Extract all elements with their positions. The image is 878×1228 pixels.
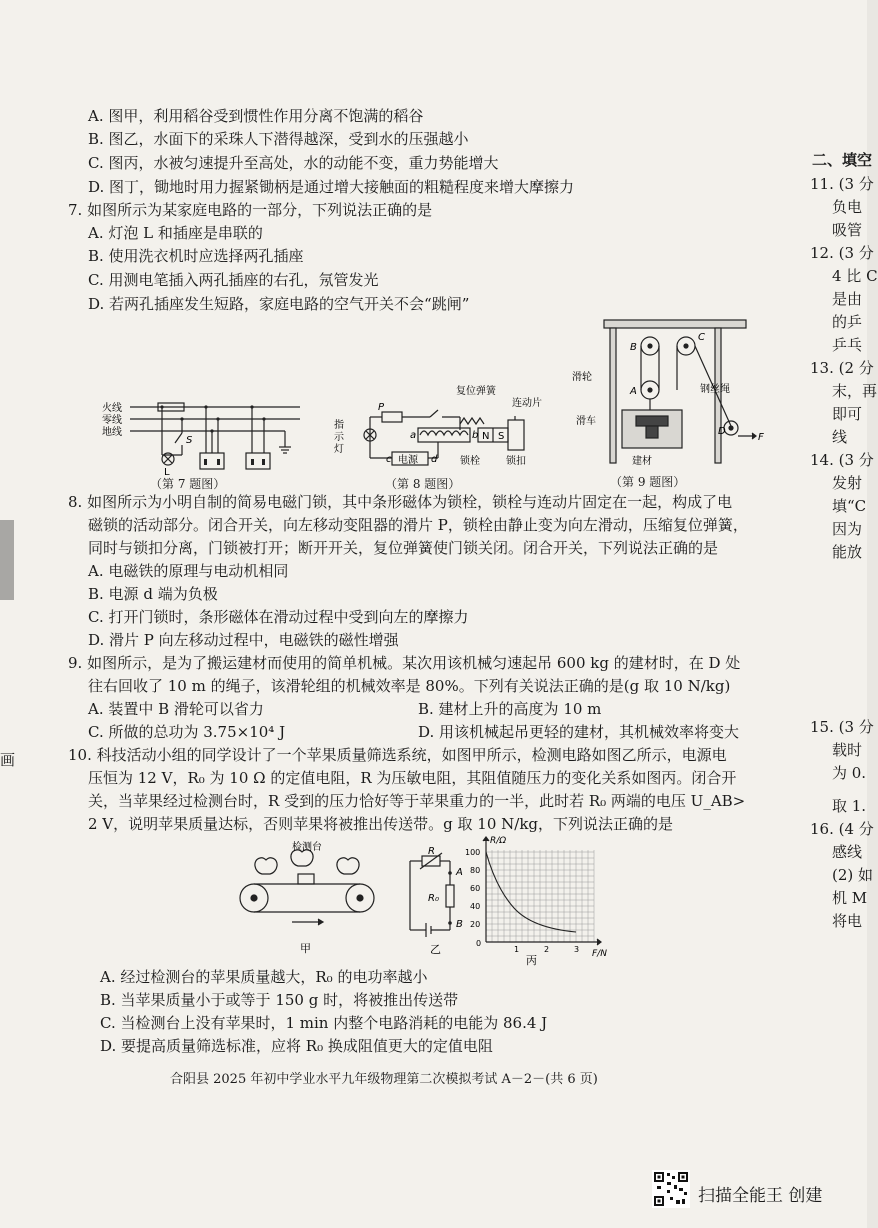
fig9-rope-label: 钢丝绳 (700, 384, 730, 395)
fig9-material-label: 建材 (632, 456, 652, 467)
q10-option-d: D. 要提高质量筛选标准，应将 R₀ 换成阻值更大的定值电阻 (100, 1037, 493, 1055)
fig8-s-label: S (498, 431, 505, 442)
fig8-bolt-label: 锁栓 (460, 456, 480, 467)
fig10-x-tick: 3 (574, 945, 580, 954)
right-section-heading: 二、填空 (812, 151, 873, 169)
fig10-jia-label: 甲 (300, 942, 311, 955)
right-q16-line3: (2) 如 (832, 866, 874, 884)
q10-stem-4: 2 V，说明苹果质量达标，否则苹果将被推出传送带。g 取 10 N/kg，下列说法正确的是 (88, 815, 674, 833)
q9-option-d: D. 用该机械起吊更轻的建材，其机械效率将变大 (418, 723, 740, 741)
figure-7-circuit (100, 395, 310, 478)
scanner-watermark: 扫描全能王 创建 (698, 1186, 823, 1206)
fig8-a-label: a (410, 430, 417, 441)
fig10-yi-label: 乙 (430, 943, 441, 956)
caption-fig7: （第 7 题图） (150, 477, 226, 491)
fig7-ground-label: 地线 (102, 427, 122, 438)
q8-option-a: A. 电磁铁的原理与电动机相同 (88, 562, 289, 580)
caption-fig8: （第 8 题图） (385, 477, 461, 491)
caption-fig9: （第 9 题图） (610, 475, 686, 489)
q8-option-c: C. 打开门锁时，条形磁体在滑动过程中受到向左的摩擦力 (88, 608, 469, 626)
fig9-d-label: D (718, 426, 726, 437)
qr-code-icon (652, 1170, 690, 1208)
right-q11: 11. (3 分 (810, 175, 874, 193)
right-q15-line3: 为 0. (832, 764, 867, 782)
q7-option-c: C. 用测电笔插入两孔插座的右孔，氖管发光 (88, 271, 379, 289)
q10-option-c: C. 当检测台上没有苹果时，1 min 内整个电路消耗的电能为 86.4 J (100, 1014, 548, 1032)
fig8-catch-label: 锁扣 (506, 456, 526, 467)
right-q13-line2: 末，再 (832, 382, 878, 400)
fig10-a-label: A (456, 867, 463, 878)
q10-stem-2: 压恒为 12 V，R₀ 为 10 Ω 的定值电阻，R 为压敏电阻，其阻值随压力的变化关系如图丙。闭合开 (88, 769, 737, 787)
q10-stem-3: 关，当苹果经过检测台时，R 受到的压力恰好等于苹果重力的一半，此时若 R₀ 两端的电压 U_AB> (88, 792, 746, 810)
figure-10-circuit (400, 845, 470, 960)
fig10-y-tick: 100 (465, 848, 481, 857)
left-margin-scan-mark (0, 520, 14, 600)
right-q16-line4: 机 M (832, 889, 868, 907)
fig8-spring-label: 复位弹簧 (456, 386, 496, 397)
right-q14-line4: 因为 (832, 520, 863, 538)
right-q11-line3: 吸管 (832, 221, 863, 239)
q9-stem-1: 9. 如图所示，是为了搬运建材而使用的简单机械。某次用该机械匀速起吊 600 kg 的建材时，在 D 处 (68, 654, 741, 672)
fig7-switch-label: S (186, 435, 193, 446)
fig8-b-label: b (472, 430, 479, 441)
q6-option-b: B. 图乙，水面下的采珠人下潜得越深，受到水的压强越小 (88, 130, 469, 148)
right-q12-line3: 是由 (832, 290, 863, 308)
right-q12: 12. (3 分 (810, 244, 874, 262)
right-q14-line2: 发射 (832, 474, 863, 492)
figure-9-pulley (570, 318, 770, 468)
fig9-b-label: B (630, 342, 637, 353)
fig8-indicator-3: 灯 (334, 444, 344, 455)
right-q11-line2: 负电 (832, 198, 863, 216)
fig10-x-tick: 1 (514, 945, 520, 954)
q7-stem: 7. 如图所示为某家庭电路的一部分，下列说法正确的是 (68, 201, 433, 219)
fig10-y-tick: 0 (476, 939, 482, 948)
right-q16-line2: 感线 (832, 843, 863, 861)
right-q13: 13. (2 分 (810, 359, 874, 377)
q6-option-d: D. 图丁，锄地时用力握紧锄柄是通过增大接触面的粗糙程度来增大摩擦力 (88, 178, 575, 196)
fig10-r0-label: R₀ (428, 893, 439, 904)
fig8-p-label: P (378, 402, 385, 413)
figure-10-graph (462, 832, 612, 967)
fig9-cart-label: 滑车 (576, 416, 596, 427)
q8-stem-3: 同时与锁扣分离，门锁被打开；断开开关，复位弹簧使门锁关闭。闭合开关，下列说法正确的是 (88, 539, 719, 557)
q10-option-a: A. 经过检测台的苹果质量越大，R₀ 的电功率越小 (100, 968, 428, 986)
right-q16: 16. (4 分 (810, 820, 874, 838)
fig9-pulley-label: 滑轮 (572, 372, 592, 383)
fig10-station-label: 检测台 (292, 842, 322, 853)
fig9-f-label: F (758, 432, 764, 443)
right-q13-line3: 即可 (832, 405, 863, 423)
q9-stem-2: 往右回收了 10 m 的绳子，该滑轮组的机械效率是 80%。下列有关说法正确的是(g 取 10 N/kg) (88, 677, 731, 695)
fig8-indicator-1: 指 (334, 420, 344, 431)
right-q15: 15. (3 分 (810, 718, 874, 736)
q7-option-a: A. 灯泡 L 和插座是串联的 (88, 224, 263, 242)
fig8-source-label: 电源 (398, 455, 418, 466)
figure-10-conveyor (232, 840, 392, 960)
q8-option-d: D. 滑片 P 向左移动过程中，电磁铁的磁性增强 (88, 631, 399, 649)
fig8-d-label: d (431, 454, 438, 465)
fig10-bing-label: 丙 (526, 954, 537, 967)
right-q14-line3: 填“C (832, 497, 867, 515)
q10-stem-1: 10. 科技活动小组的同学设计了一个苹果质量筛选系统，如图甲所示，检测电路如图乙所示，电源电 (68, 746, 727, 764)
q6-option-c: C. 图丙，水被匀速提升至高处，水的动能不变，重力势能增大 (88, 154, 499, 172)
left-margin-char: 画 (0, 751, 16, 769)
right-q15-line4: 取 1. (832, 797, 867, 815)
right-q16-line5: 将电 (832, 912, 863, 930)
q8-stem-2: 磁锁的活动部分。闭合开关，向左移动变阻器的滑片 P，锁栓由静止变为向左滑动，压缩复位弹簧， (88, 516, 748, 534)
q8-stem-1: 8. 如图所示为小明自制的简易电磁门锁，其中条形磁体为锁栓，锁栓与连动片固定在一起，构成了电 (68, 493, 733, 511)
fig10-r-label: R (428, 846, 435, 857)
right-q12-line4: 的乒 (832, 313, 863, 331)
right-q12-line2: 4 比 C (832, 267, 878, 285)
fig10-y-tick: 60 (470, 884, 481, 893)
fig8-n-label: N (482, 431, 490, 442)
q9-option-c: C. 所做的总功为 3.75×10⁴ J (88, 723, 286, 741)
q7-option-b: B. 使用洗衣机时应选择两孔插座 (88, 247, 304, 265)
fig7-lamp-label: L (164, 467, 170, 478)
fig8-c-label: c (386, 454, 392, 465)
fig10-y-tick: 80 (470, 866, 481, 875)
q6-option-a: A. 图甲，利用稻谷受到惯性作用分离不饱满的稻谷 (88, 107, 424, 125)
right-q15-line2: 载时 (832, 741, 863, 759)
q9-option-a: A. 装置中 B 滑轮可以省力 (88, 700, 264, 718)
fig7-neutral-label: 零线 (102, 415, 122, 426)
fig10-x-axis-label: F/N (592, 949, 607, 959)
fig10-y-axis-label: R/Ω (490, 836, 507, 846)
right-q14: 14. (3 分 (810, 451, 874, 469)
fig8-plate-label: 连动片 (512, 398, 542, 409)
q8-option-b: B. 电源 d 端为负极 (88, 585, 218, 603)
figure-8-lock (330, 380, 560, 475)
fig10-b-label: B (456, 919, 463, 930)
fig10-x-tick: 2 (544, 945, 550, 954)
q9-option-b: B. 建材上升的高度为 10 m (418, 700, 602, 718)
fig8-indicator-2: 示 (334, 432, 344, 443)
fig10-y-tick: 20 (470, 920, 481, 929)
fig10-y-tick: 40 (470, 902, 481, 911)
right-q13-line4: 线 (832, 428, 848, 446)
right-q14-line5: 能放 (832, 543, 863, 561)
page-footer: 合阳县 2025 年初中学业水平九年级物理第二次模拟考试 A－2－(共 6 页) (170, 1072, 598, 1087)
right-q12-line5: 乒乓 (832, 336, 863, 354)
q10-option-b: B. 当苹果质量小于或等于 150 g 时，将被推出传送带 (100, 991, 459, 1009)
q7-option-d: D. 若两孔插座发生短路，家庭电路的空气开关不会“跳闸” (88, 295, 470, 313)
fig9-a-label: A (630, 386, 637, 397)
fig9-c-label: C (698, 332, 705, 343)
fig7-live-label: 火线 (102, 403, 122, 414)
